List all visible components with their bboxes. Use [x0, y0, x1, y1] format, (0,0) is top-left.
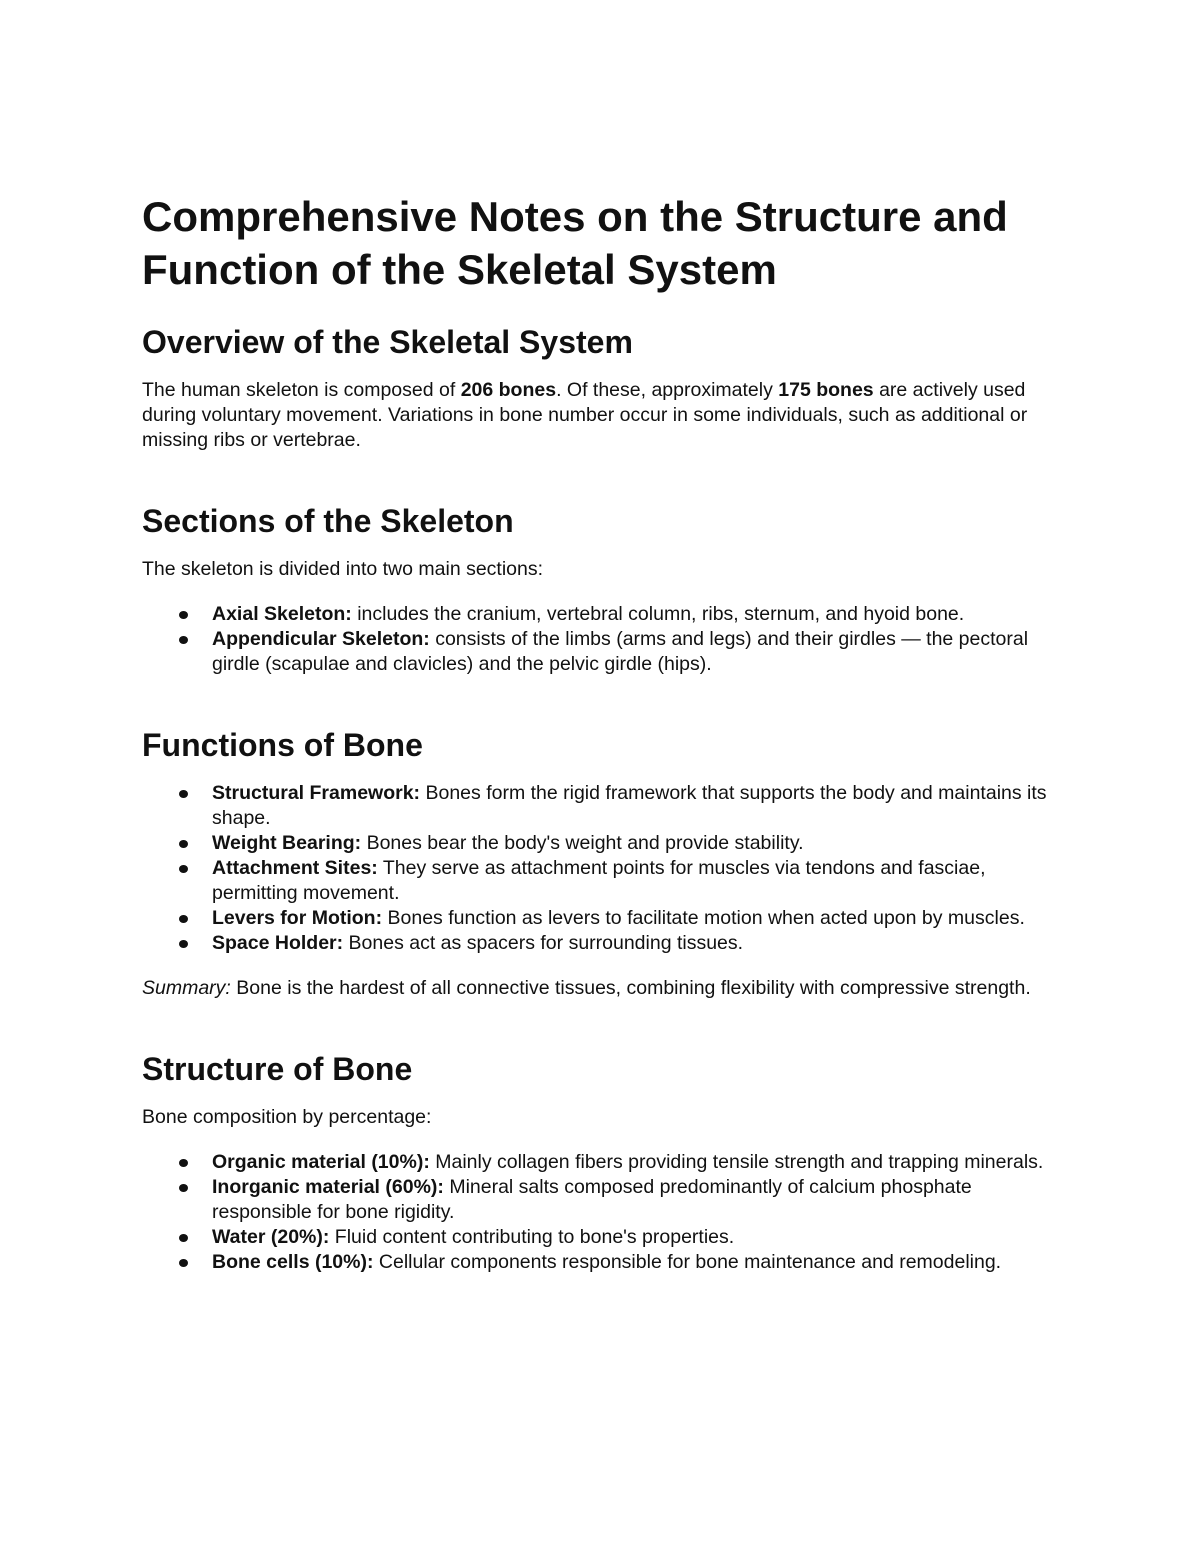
- item-text: Bones function as levers to facilitate motion when acted upon by muscles.: [382, 907, 1025, 929]
- functions-heading: Functions of Bone: [142, 727, 423, 763]
- bullet-icon: [179, 865, 188, 873]
- sections-list: [142, 602, 1067, 677]
- bullet-icon: [179, 940, 188, 948]
- item-text: Bones act as spacers for surrounding tissues.: [343, 932, 744, 954]
- functions-list: [142, 781, 1067, 956]
- bullet-icon: [179, 840, 188, 848]
- list-item: [142, 602, 1067, 627]
- item-text: includes the cranium, vertebral column, ribs, sternum, and hyoid bone.: [351, 603, 965, 625]
- list-item: [142, 1225, 1067, 1250]
- overview-paragraph: [142, 378, 1067, 453]
- sections-intro: The skeleton is divided into two main sections:: [142, 558, 544, 580]
- item-text: Fluid content contributing to bone's properties.: [329, 1226, 735, 1248]
- overview-text-1: The human skeleton is composed of: [142, 379, 461, 401]
- bullet-icon: [179, 636, 188, 644]
- item-text: Bones form the rigid framework that supports the body and maintains its shape.: [212, 782, 1047, 829]
- sections-heading: Sections of the Skeleton: [142, 503, 514, 539]
- structure-intro: Bone composition by percentage:: [142, 1106, 432, 1128]
- item-label: Appendicular Skeleton:: [212, 628, 430, 650]
- list-item: [142, 1150, 1067, 1175]
- item-label: Bone cells (10%):: [212, 1251, 374, 1273]
- item-label: Organic material (10%):: [212, 1151, 430, 1173]
- overview-text-3: are actively used during voluntary movement. Variations in bone number occur in some individuals, such as additional or missing ribs or vertebrae.: [142, 379, 1028, 451]
- page-title: Comprehensive Notes on the Structure and Function of the Skeletal System: [142, 193, 1008, 293]
- item-label: Attachment Sites:: [212, 857, 378, 879]
- item-label: Axial Skeleton:: [212, 603, 352, 625]
- item-text: Cellular components responsible for bone maintenance and remodeling.: [373, 1251, 1002, 1273]
- list-item: [142, 1175, 1067, 1225]
- bullet-icon: [179, 790, 188, 798]
- list-item: [142, 627, 1067, 677]
- structure-heading: Structure of Bone: [142, 1051, 413, 1087]
- item-text: Mineral salts composed predominantly of calcium phosphate responsible for bone rigidity.: [212, 1176, 972, 1223]
- list-item: [142, 856, 1067, 906]
- item-label: Levers for Motion:: [212, 907, 383, 929]
- summary-label: Summary:: [142, 977, 231, 999]
- list-item: [142, 906, 1067, 931]
- item-label: Structural Framework:: [212, 782, 421, 804]
- item-label: Inorganic material (60%):: [212, 1176, 444, 1198]
- summary-paragraph: [142, 976, 1067, 1001]
- overview-heading: Overview of the Skeletal System: [142, 324, 633, 360]
- bullet-icon: [179, 611, 188, 619]
- item-text: They serve as attachment points for muscles via tendons and fasciae, permitting movement.: [212, 857, 986, 904]
- overview-text-2: . Of these, approximately: [556, 379, 779, 401]
- summary-text: Bone is the hardest of all connective tissues, combining flexibility with compressive strength.: [230, 977, 1031, 999]
- item-text: Mainly collagen fibers providing tensile strength and trapping minerals.: [429, 1151, 1044, 1173]
- overview-bold-206: 206 bones: [460, 379, 557, 401]
- bullet-icon: [179, 1159, 188, 1167]
- list-item: [142, 931, 1067, 956]
- bullet-icon: [179, 1259, 188, 1267]
- item-label: Space Holder:: [212, 932, 344, 954]
- list-item: [142, 831, 1067, 856]
- overview-bold-175: 175 bones: [778, 379, 874, 401]
- list-item: [142, 1250, 1067, 1275]
- list-item: [142, 781, 1067, 831]
- document-page: [142, 190, 1067, 1275]
- bullet-icon: [179, 1234, 188, 1242]
- item-text: Bones bear the body's weight and provide stability.: [361, 832, 804, 854]
- structure-list: [142, 1150, 1067, 1275]
- item-label: Water (20%):: [212, 1226, 330, 1248]
- item-text: consists of the limbs (arms and legs) and their girdles — the pectoral girdle (scapulae and clavicles) and the pelvic girdle (hips).: [212, 628, 1029, 675]
- bullet-icon: [179, 1184, 188, 1192]
- item-label: Weight Bearing:: [212, 832, 362, 854]
- bullet-icon: [179, 915, 188, 923]
